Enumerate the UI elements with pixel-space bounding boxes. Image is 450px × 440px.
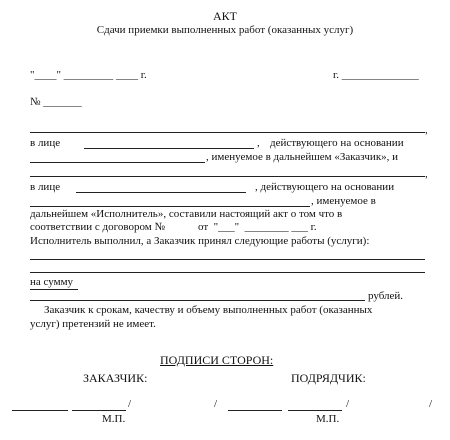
city-line: г. ______________ xyxy=(333,69,419,81)
contractor-label: ПОДРЯДЧИК: xyxy=(291,371,366,385)
sum-label: на сумму xyxy=(30,276,74,288)
customer-label: ЗАКАЗЧИК: xyxy=(83,371,148,385)
basis-blank xyxy=(30,162,205,163)
works-accepted-text: Исполнитель выполнил, а Заказчик принял следующие работы (услуги): xyxy=(30,235,370,247)
signature-slash: / xyxy=(128,398,132,410)
comma: , xyxy=(425,124,428,136)
contractor-named-text: дальнейшем «Исполнитель», составили настоящий акт о том что в xyxy=(30,208,343,220)
document-subtitle: Сдачи приемки выполненных работ (оказанных услуг) xyxy=(96,24,354,36)
document-title: АКТ xyxy=(213,9,237,23)
blank-line xyxy=(30,176,425,177)
signature-slash: / xyxy=(214,398,218,410)
works-blank-line xyxy=(30,272,425,273)
sum-blank-line xyxy=(30,300,365,301)
contractor-name-blank xyxy=(288,410,342,411)
act-number-line: № _______ xyxy=(30,96,82,108)
date-line: "____" _________ ____ г. xyxy=(30,69,147,81)
claims-text-line-2: услуг) претензий не имеет. xyxy=(30,318,156,330)
contract-reference-text: соответствии с договором № от "___" ________ ___ г. xyxy=(30,221,317,233)
representative-blank xyxy=(76,192,246,193)
in-person-label: в лице xyxy=(30,137,61,149)
acting-basis-label: действующего на основании xyxy=(270,137,404,149)
customer-named-text: , именуемое в дальнейшем «Заказчик», и xyxy=(206,151,399,163)
comma: , xyxy=(257,137,260,149)
claims-text-line-1: Заказчик к срокам, качеству и объему выполненных работ (оказанных xyxy=(44,304,373,316)
customer-signature-blank xyxy=(12,410,68,411)
comma: , xyxy=(425,168,428,180)
customer-name-blank xyxy=(72,410,126,411)
works-blank-line xyxy=(30,259,425,260)
rubles-label: рублей. xyxy=(368,290,404,302)
blank-line xyxy=(30,132,425,133)
acting-basis-label: , действующего на основании xyxy=(255,181,395,193)
contractor-seal-label: М.П. xyxy=(316,413,340,425)
named-text: , именуемое в xyxy=(311,195,376,207)
contractor-signature-blank xyxy=(228,410,282,411)
sum-underline xyxy=(30,289,78,290)
signatures-heading: ПОДПИСИ СТОРОН: xyxy=(160,353,274,367)
representative-blank xyxy=(84,148,254,149)
signature-slash: / xyxy=(429,398,433,410)
in-person-label: в лице xyxy=(30,181,61,193)
customer-seal-label: М.П. xyxy=(102,413,126,425)
basis-blank xyxy=(30,206,310,207)
signature-slash: / xyxy=(346,398,350,410)
